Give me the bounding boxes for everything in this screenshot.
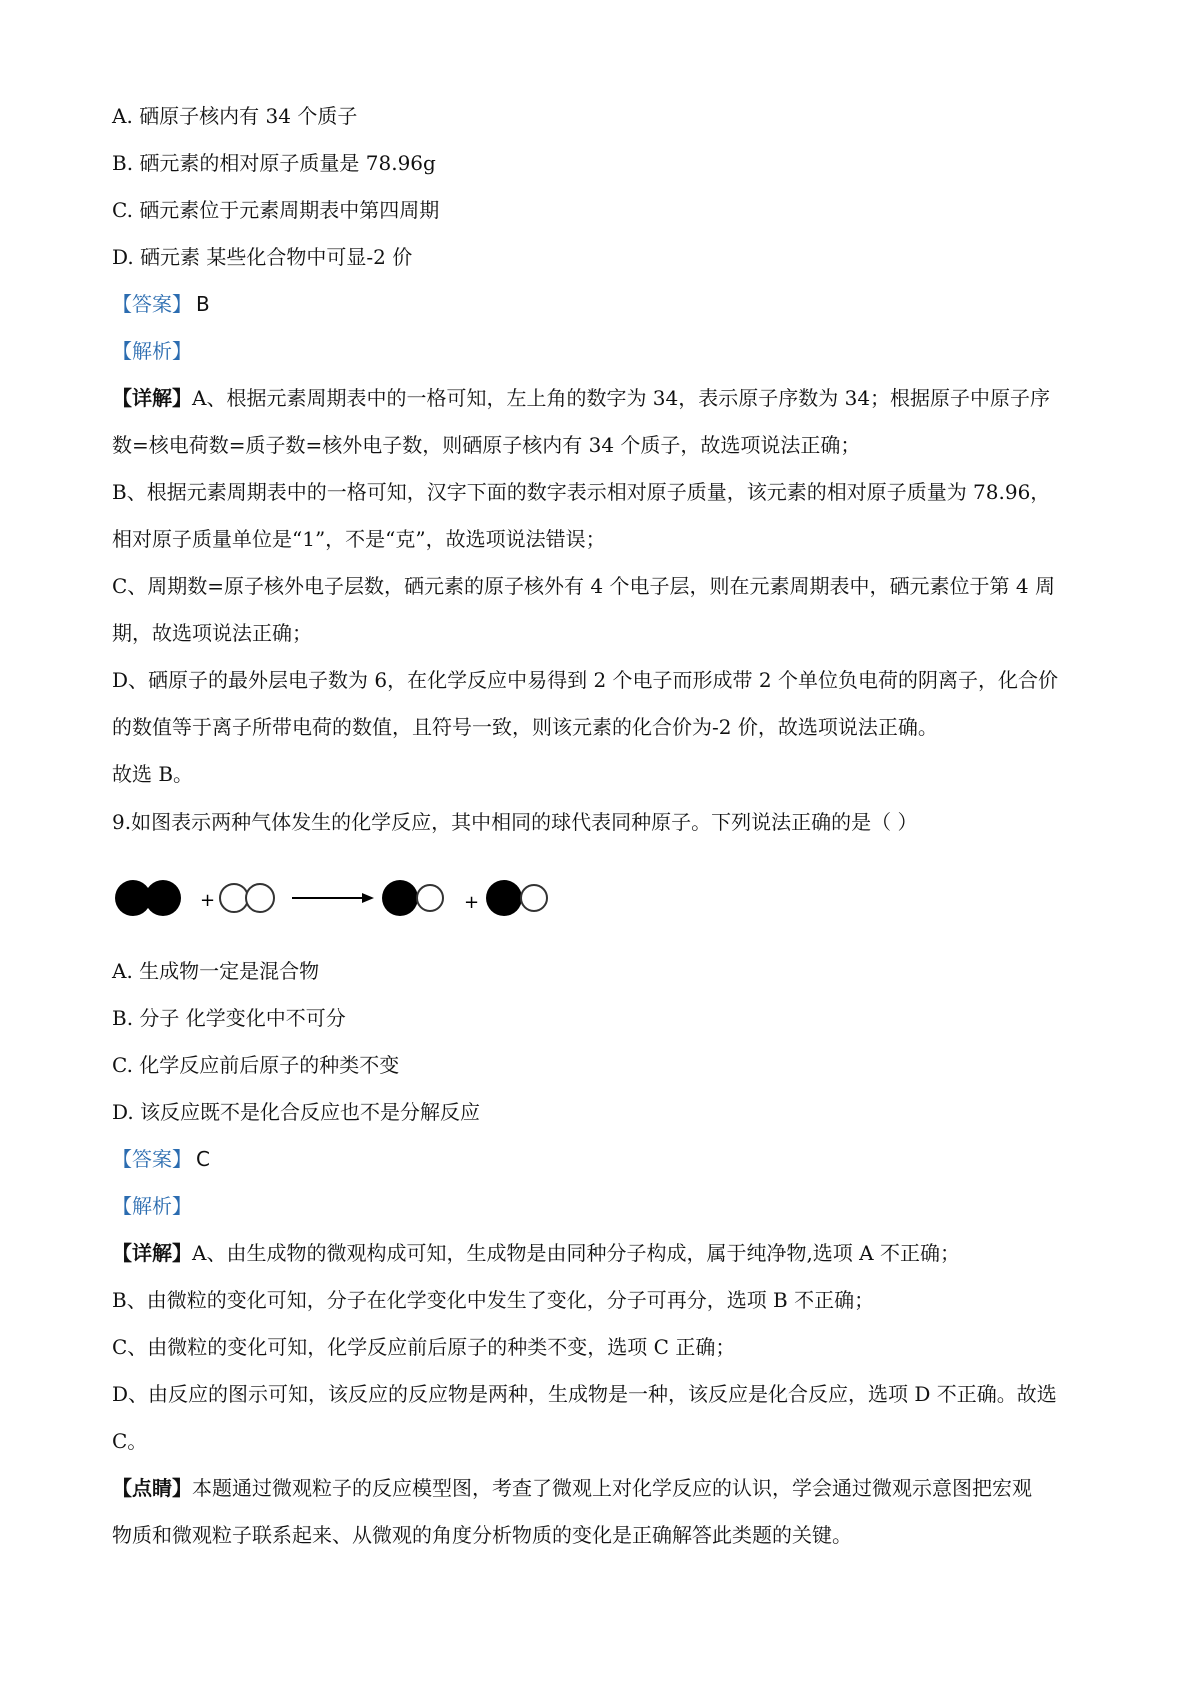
white-atom [246,884,274,912]
q8-answer-value: B [196,292,210,316]
q9-detail-text-1: A、由生成物的微观构成可知，生成物是由同种分子构成，属于纯净物,选项 A 不正确； [192,1241,960,1265]
white-atom [220,884,248,912]
q8-answer-tag: 【答案】 [112,292,192,316]
white-atom [417,885,443,911]
q8-detail-line-4: 相对原子质量单位是“1”，不是“克”，故选项说法错误； [112,527,606,551]
white-atom [521,885,547,911]
q8-detail-line-3: B、根据元素周期表中的一格可知，汉字下面的数字表示相对原子质量，该元素的相对原子质量为 78.96， [112,480,1051,504]
q9-detail-line-1 [112,1239,1102,1267]
q9-analysis [112,1192,1102,1220]
q9-answer [112,1145,1102,1173]
q9-option-d: D. 该反应既不是化合反应也不是分解反应 [112,1100,481,1124]
q9-answer-tag: 【答案】 [112,1147,192,1171]
q8-detail-tag: 【详解】 [112,386,192,410]
q8-option-c: C. 硒元素位于元素周期表中第四周期 [112,198,440,222]
q9-question: 9.如图表示两种气体发生的化学反应，其中相同的球代表同种原子。下列说法正确的是（ ） [112,810,918,834]
q9-detail-line-3: C、由微粒的变化可知，化学反应前后原子的种类不变，选项 C 正确； [112,1335,736,1359]
q9-option-c: C. 化学反应前后原子的种类不变 [112,1053,400,1077]
q8-option-b: B. 硒元素的相对原子质量是 78.96g [112,151,436,175]
q9-comment-line-2: 物质和微观粒子联系起来、从微观的角度分析物质的变化是正确解答此类题的关键。 [112,1523,852,1547]
plus-sign: + [464,892,480,913]
q8-answer [112,290,1102,318]
plus-sign: + [200,890,216,911]
q9-detail-tag: 【详解】 [112,1241,192,1265]
q9-comment-text-1: 本题通过微观粒子的反应模型图，考查了微观上对化学反应的认识，学会通过微观示意图把宏观 [192,1476,1032,1500]
q8-analysis-tag: 【解析】 [112,339,192,363]
q8-detail-line-5: C、周期数=原子核外电子层数，硒元素的原子核外有 4 个电子层，则在元素周期表中，硒元素位于第 4 周 [112,574,1055,598]
q8-detail-text-1: A、根据元素周期表中的一格可知，左上角的数字为 34，表示原子序数为 34；根据原子中原子序 [192,386,1051,410]
q9-detail-line-2: B、由微粒的变化可知，分子在化学变化中发生了变化，分子可再分，选项 B 不正确； [112,1288,875,1312]
q8-conclusion: 故选 B。 [112,762,194,786]
q9-answer-value: C [196,1147,210,1171]
q8-detail-line-6: 期，故选项说法正确； [112,621,312,645]
q9-detail-line-5: C。 [112,1429,148,1453]
reaction-diagram [112,872,572,928]
black-atom [382,880,418,916]
reaction-arrow-head [362,893,374,903]
q8-detail-line-2: 数=核电荷数=质子数=核外电子数，则硒原子核内有 34 个质子，故选项说法正确； [112,433,861,457]
q9-option-b: B. 分子 化学变化中不可分 [112,1006,346,1030]
q8-option-a: A. 硒原子核内有 34 个质子 [112,104,358,128]
q9-option-a: A. 生成物一定是混合物 [112,959,320,983]
q8-analysis [112,337,1102,365]
q9-analysis-tag: 【解析】 [112,1194,192,1218]
q9-comment-tag: 【点睛】 [112,1476,192,1500]
q9-detail-line-4: D、由反应的图示可知，该反应的反应物是两种，生成物是一种，该反应是化合反应，选项 D 不正确。故选 [112,1382,1057,1406]
q8-detail-line-8: 的数值等于离子所带电荷的数值，且符号一致，则该元素的化合价为-2 价，故选项说法正确。 [112,715,938,739]
black-atom [486,880,522,916]
q8-detail-line-7: D、硒原子的最外层电子数为 6，在化学反应中易得到 2 个电子而形成带 2 个单位负电荷的阴离子，化合价 [112,668,1058,692]
q9-comment-line-1 [112,1474,1102,1502]
q8-detail-line-1 [112,384,1102,412]
black-atom [145,880,181,916]
q8-option-d: D. 硒元素 某些化合物中可显-2 价 [112,245,413,269]
